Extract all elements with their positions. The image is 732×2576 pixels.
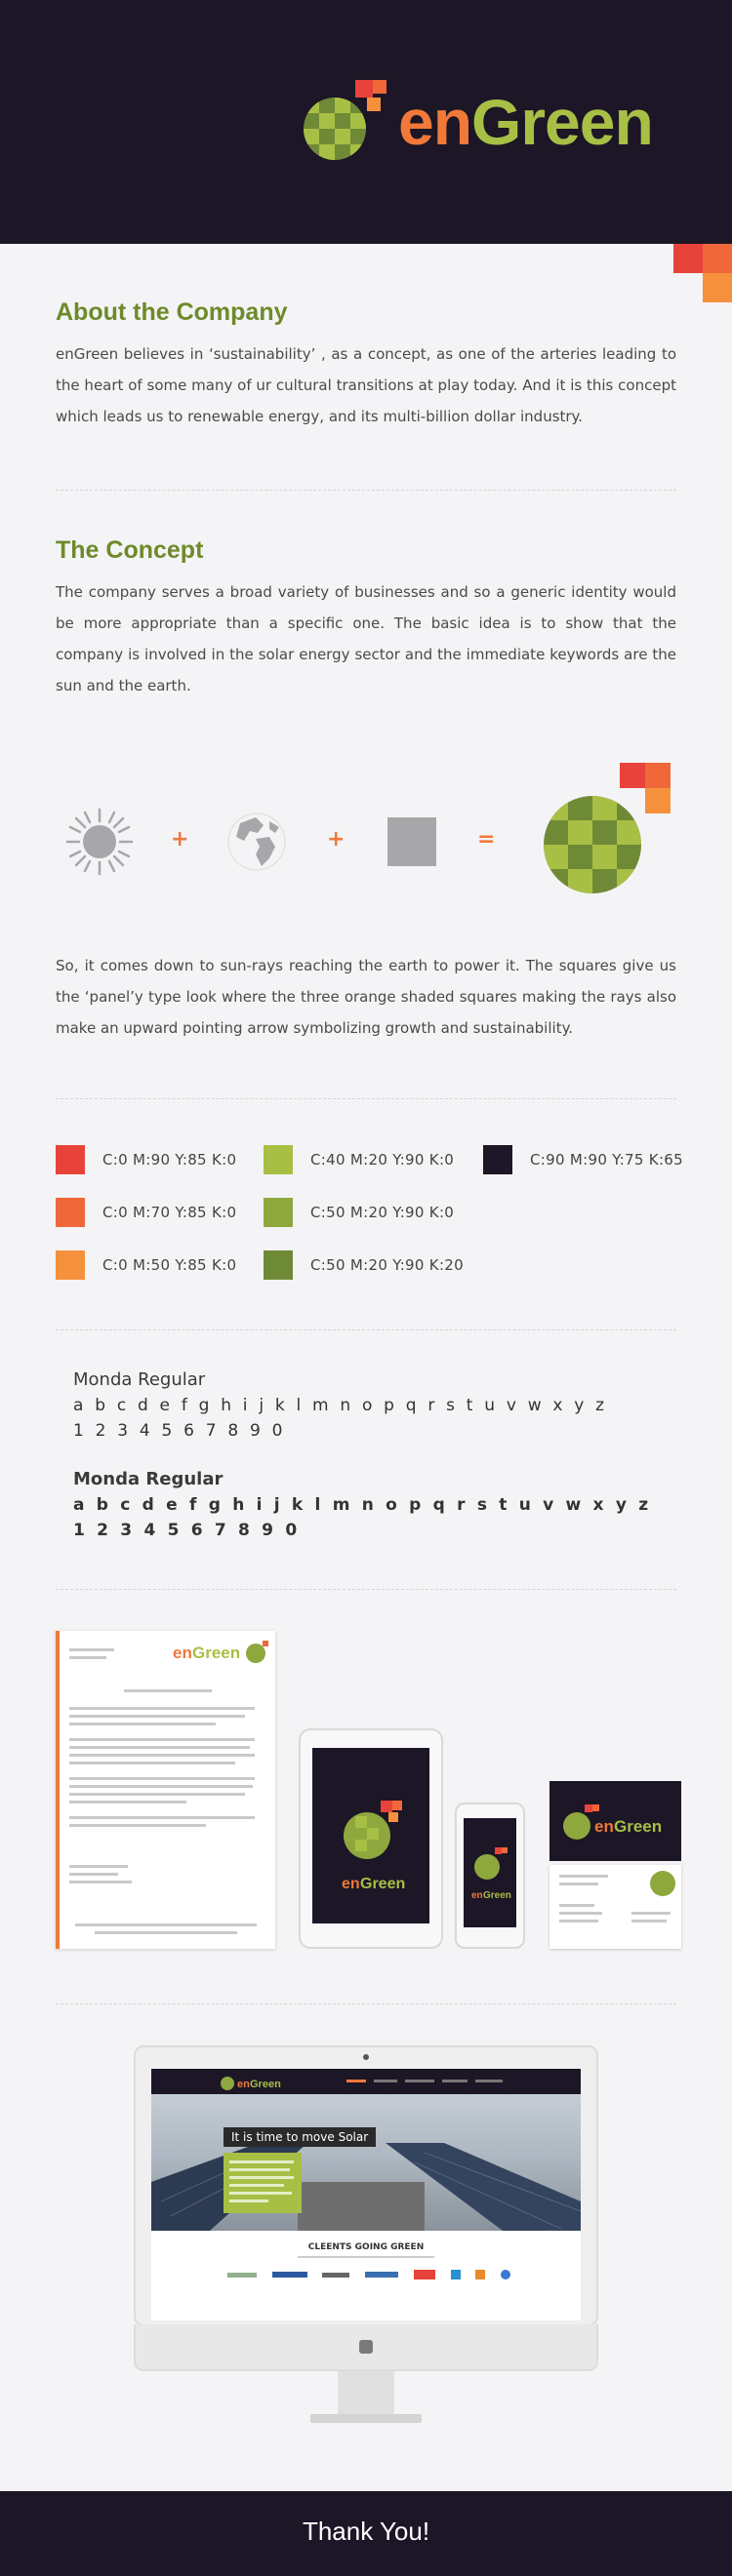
footer	[0, 2491, 732, 2576]
header-banner	[0, 0, 732, 244]
card-logo-mark-icon	[650, 1871, 675, 1896]
divider	[56, 1589, 676, 1590]
nav-item[interactable]	[346, 2080, 366, 2082]
swatch-label: C:90 M:90 Y:75 K:65	[530, 1151, 683, 1169]
clients-subtitle-line	[298, 2256, 434, 2258]
swatch-label: C:50 M:20 Y:90 K:0	[310, 1204, 455, 1221]
letterhead-line	[75, 1923, 257, 1926]
font-bold-specimen	[73, 1469, 651, 1540]
letterhead-line	[69, 1785, 253, 1788]
svg-text:Green: Green	[483, 1890, 511, 1901]
tablet-mockup	[299, 1728, 443, 1949]
letterhead-line	[69, 1707, 255, 1710]
svg-text:Green: Green	[360, 1876, 406, 1892]
corner-squares-icon	[673, 244, 732, 302]
font-alphabet: a b c d e f g h i j k l m n o p q r s t u v w x y z	[73, 1396, 608, 1415]
palette-swatch	[56, 1250, 236, 1280]
brand-name-green: Green	[471, 86, 653, 158]
letterhead-logo-icon	[173, 1639, 270, 1666]
concept-equation	[56, 751, 676, 917]
plus-operator: +	[171, 827, 189, 852]
font-name-bold: Monda Regular	[73, 1469, 224, 1489]
letterhead-line	[69, 1656, 106, 1659]
brand-name-en: en	[398, 86, 472, 158]
about-text: enGreen believes in ‘sustainability’ , as a concept, as one of the arteries leading to the heart of some many of ur cultural transitions at play today. And it is this concept which leads us to renewable energy, and its multi-billion dollar industry.	[56, 345, 676, 425]
divider	[56, 1098, 676, 1099]
letterhead-line	[124, 1689, 212, 1692]
svg-text:Green: Green	[192, 1644, 241, 1662]
swatch-color	[56, 1250, 85, 1280]
hero-text-box	[224, 2153, 302, 2213]
monitor-stand	[338, 2371, 394, 2414]
divider	[56, 490, 676, 491]
card-line	[559, 1904, 594, 1907]
letterhead-accent	[56, 1631, 60, 1949]
client-logo	[227, 2273, 257, 2278]
swatch-label: C:0 M:50 Y:85 K:0	[102, 1256, 237, 1274]
hero-line	[229, 2200, 268, 2202]
concept-title: The Concept	[56, 536, 204, 564]
palette-swatch	[56, 1198, 236, 1227]
letterhead-line	[69, 1648, 114, 1651]
concept-text: The company serves a broad variety of businesses and so a generic identity would be more appropriate than a specific one. The basic idea is to show that the company is involved in the solar energy sector and the immediate keywords are the sun and the earth.	[56, 583, 676, 694]
brand-name	[398, 86, 653, 158]
swatch-color	[264, 1250, 293, 1280]
palette-swatch	[264, 1198, 454, 1227]
phone-screen	[464, 1818, 516, 1927]
card-line	[631, 1920, 667, 1922]
letterhead-line	[69, 1723, 216, 1725]
website-hero	[151, 2094, 581, 2231]
svg-text:Green: Green	[250, 2079, 281, 2090]
card-line	[631, 1912, 671, 1915]
client-logo	[501, 2270, 510, 2279]
plus-operator: +	[327, 827, 346, 852]
letterhead-line	[69, 1873, 118, 1876]
logo-result-icon	[544, 763, 671, 899]
hero-line	[229, 2168, 290, 2171]
letterhead-line	[69, 1762, 235, 1764]
clients-title: CLEENTS GOING GREEN	[307, 2242, 425, 2252]
sun-icon	[65, 808, 134, 876]
nav-item[interactable]	[374, 2080, 397, 2082]
hero-line	[229, 2160, 294, 2163]
svg-text:en: en	[471, 1890, 483, 1901]
letterhead-line	[69, 1865, 128, 1868]
swatch-color	[56, 1145, 85, 1174]
letterhead-line	[69, 1738, 255, 1741]
palette-swatch	[56, 1145, 236, 1174]
font-digits-bold: 1 2 3 4 5 6 7 8 9 0	[73, 1521, 301, 1540]
palette-swatch	[264, 1250, 464, 1280]
swatch-color	[56, 1198, 85, 1227]
palette-swatch	[264, 1145, 454, 1174]
svg-text:en: en	[237, 2079, 250, 2090]
card-line	[559, 1882, 598, 1885]
hero-headline: It is time to move Solar	[224, 2127, 376, 2147]
divider	[56, 2003, 676, 2004]
svg-text:Green: Green	[614, 1817, 663, 1836]
hero-line	[229, 2184, 284, 2187]
swatch-label: C:0 M:90 Y:85 K:0	[102, 1151, 237, 1169]
about-title: About the Company	[56, 298, 288, 326]
business-card-back	[549, 1781, 681, 1861]
font-digits: 1 2 3 4 5 6 7 8 9 0	[73, 1421, 286, 1441]
letterhead-line	[69, 1754, 255, 1757]
monitor-mockup	[134, 2045, 598, 2326]
square-icon	[387, 817, 436, 866]
concept-section	[56, 536, 676, 701]
svg-text:en: en	[342, 1876, 360, 1892]
camera-dot	[363, 2054, 369, 2060]
font-name-regular: Monda Regular	[73, 1369, 206, 1390]
swatch-label: C:50 M:20 Y:90 K:20	[310, 1256, 464, 1274]
client-logo	[272, 2272, 307, 2278]
card-line	[559, 1920, 598, 1922]
font-alphabet-bold: a b c d e f g h i j k l m n o p q r s t u v w x y z	[73, 1495, 652, 1515]
card-logo-icon	[559, 1799, 676, 1847]
monitor-base	[310, 2414, 422, 2423]
swatch-color	[483, 1145, 512, 1174]
swatch-label: C:40 M:20 Y:90 K:0	[310, 1151, 455, 1169]
client-logo	[451, 2270, 461, 2279]
card-line	[559, 1875, 608, 1878]
monitor-chin	[134, 2324, 598, 2371]
svg-text:en: en	[594, 1817, 614, 1836]
phone-logo-icon	[469, 1840, 512, 1908]
website-logo-icon	[220, 2074, 288, 2091]
letterhead-line	[69, 1793, 245, 1796]
letterhead-line	[69, 1801, 186, 1803]
logo-mark-icon	[303, 80, 386, 164]
tablet-logo-icon	[334, 1787, 412, 1904]
earth-icon	[226, 812, 287, 872]
client-logos	[227, 2268, 510, 2281]
letterhead-line	[69, 1881, 132, 1883]
equals-operator: =	[477, 827, 496, 852]
swatch-color	[264, 1145, 293, 1174]
brand-logo	[303, 80, 653, 164]
nav-item[interactable]	[405, 2080, 434, 2082]
website-screen	[151, 2069, 581, 2320]
thank-you-text: Thank You!	[302, 2517, 430, 2546]
swatch-color	[264, 1198, 293, 1227]
phone-mockup	[455, 1803, 525, 1949]
client-logo	[365, 2272, 398, 2278]
nav-item[interactable]	[475, 2080, 503, 2082]
divider	[56, 1329, 676, 1330]
letterhead-line	[69, 1824, 206, 1827]
font-regular-specimen	[73, 1369, 607, 1441]
swatch-label: C:0 M:70 Y:85 K:0	[102, 1204, 237, 1221]
business-card-front	[549, 1865, 681, 1949]
letterhead-line	[69, 1746, 250, 1749]
letterhead-line	[69, 1715, 245, 1718]
card-line	[559, 1912, 602, 1915]
client-logo	[414, 2270, 435, 2279]
tablet-screen	[312, 1748, 429, 1923]
letterhead-line	[69, 1816, 255, 1819]
monitor-button	[359, 2340, 373, 2354]
client-logo	[322, 2273, 349, 2278]
about-section	[56, 298, 676, 432]
solar-panels-image	[151, 2143, 581, 2231]
letterhead-mockup	[56, 1631, 275, 1949]
concept-explanation-section	[56, 950, 676, 1044]
hero-line	[229, 2192, 292, 2195]
nav-item[interactable]	[442, 2080, 468, 2082]
svg-text:en: en	[173, 1644, 192, 1662]
letterhead-line	[95, 1931, 237, 1934]
hero-line	[229, 2176, 294, 2179]
palette-swatch	[483, 1145, 683, 1174]
website-nav	[151, 2069, 581, 2094]
letterhead-line	[69, 1777, 255, 1780]
concept-explanation: So, it comes down to sun-rays reaching the earth to power it. The squares give us the ‘panel’y type look where the three orange shaded squares making the rays also make an upward pointing arrow symbolizing growth and sustainability.	[56, 957, 676, 1037]
client-logo	[475, 2270, 485, 2279]
